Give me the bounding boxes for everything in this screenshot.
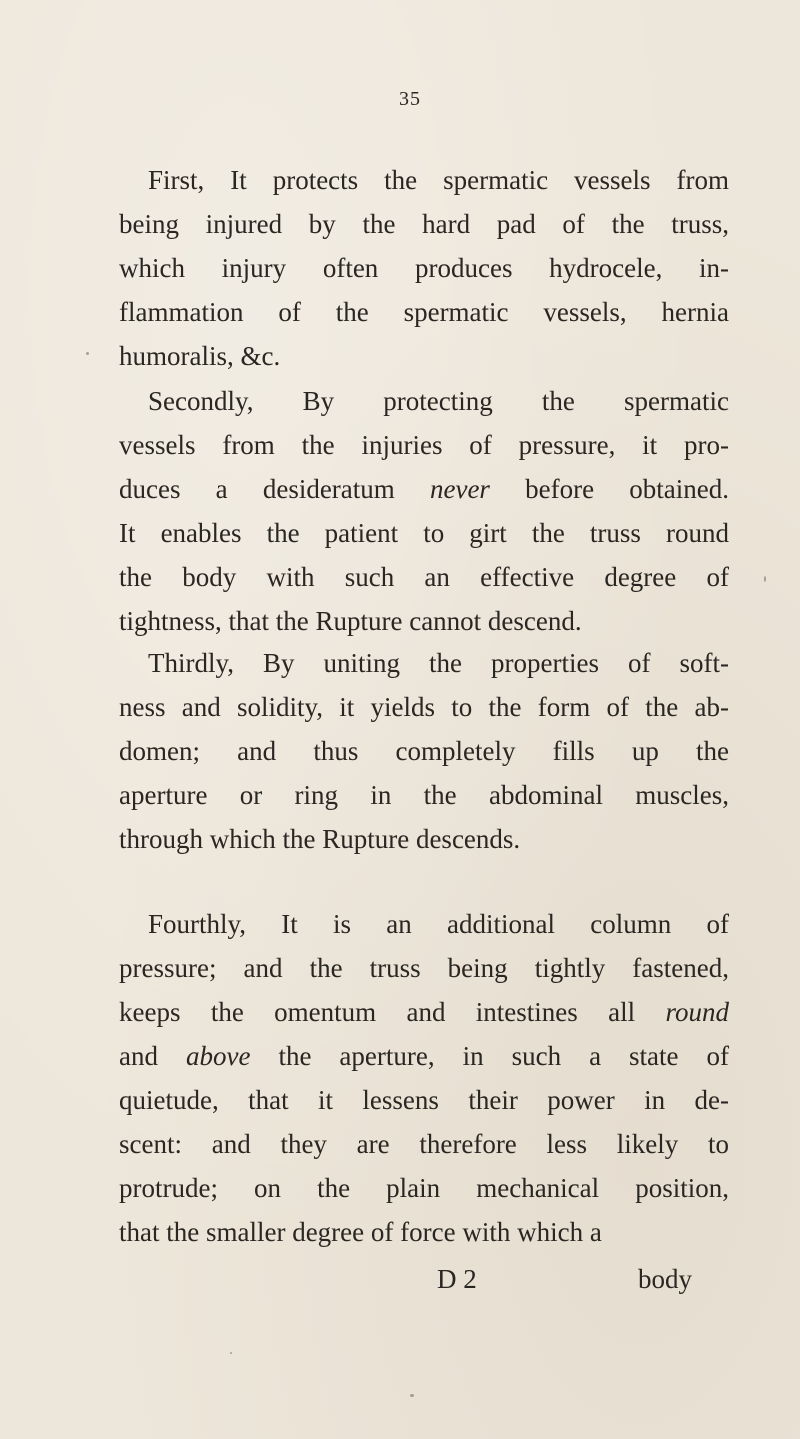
text-run: before obtained. <box>489 474 729 504</box>
text-run: keeps the omentum and intestines all <box>119 997 666 1027</box>
text-run: scent: and they are therefore less likely to <box>119 1129 729 1159</box>
text-line <box>119 555 729 599</box>
text-line <box>119 467 729 511</box>
text-line <box>119 1122 729 1166</box>
catchword: body <box>638 1264 692 1294</box>
text-line <box>119 1210 729 1254</box>
text-run: Secondly, By protecting the spermatic <box>148 386 729 416</box>
text-line <box>119 1166 729 1210</box>
text-run: the body with such an effective degree of <box>119 562 729 592</box>
italic-word: never <box>429 474 490 504</box>
text-line <box>119 1034 729 1078</box>
text-line <box>119 685 729 729</box>
text-line <box>119 817 729 861</box>
paragraph-secondly <box>119 379 729 643</box>
signature-mark: D 2 <box>437 1264 477 1294</box>
text-run: Fourthly, It is an additional column of <box>148 909 729 939</box>
text-line <box>119 990 729 1034</box>
text-line <box>119 334 729 378</box>
text-line <box>119 423 729 467</box>
text-run: pressure; and the truss being tightly fastened, <box>119 953 729 983</box>
text-run: duces a desideratum <box>119 474 430 504</box>
italic-word: round <box>665 997 729 1027</box>
text-run: domen; and thus completely fills up the <box>119 736 729 766</box>
text-run: being injured by the hard pad of the truss, <box>119 209 729 239</box>
text-line <box>119 902 729 946</box>
paragraph-fourthly <box>119 902 729 1254</box>
text-run: flammation of the spermatic vessels, hernia <box>119 297 729 327</box>
text-line <box>119 1078 729 1122</box>
text-run: ness and solidity, it yields to the form of the ab- <box>119 692 729 722</box>
text-run: protrude; on the plain mechanical position, <box>119 1173 729 1203</box>
text-run: quietude, that it lessens their power in de- <box>119 1085 729 1115</box>
paragraph-thirdly <box>119 641 729 861</box>
text-run: which injury often produces hydrocele, in- <box>119 253 729 283</box>
text-line <box>119 511 729 555</box>
text-run: vessels from the injuries of pressure, it pro- <box>119 430 729 460</box>
text-run: Thirdly, By uniting the properties of soft- <box>148 648 729 678</box>
text-run: that the smaller degree of force with which a <box>119 1217 602 1247</box>
text-run: and <box>119 1041 186 1071</box>
text-line <box>119 202 729 246</box>
text-line <box>119 379 729 423</box>
text-run: humoralis, &c. <box>119 341 281 371</box>
paper-speck <box>764 576 766 582</box>
paper-speck <box>86 352 89 355</box>
italic-word: above <box>185 1041 251 1071</box>
text-run: aperture or ring in the abdominal muscles, <box>119 780 729 810</box>
paper-speck <box>410 1394 414 1397</box>
text-run: tightness, that the Rupture cannot descend. <box>119 606 582 636</box>
text-line <box>119 246 729 290</box>
text-line <box>119 599 729 643</box>
text-run: First, It protects the spermatic vessels from <box>148 165 729 195</box>
text-run: the aperture, in such a state of <box>250 1041 730 1071</box>
text-run: It enables the patient to girt the truss round <box>119 518 729 548</box>
paragraph-first <box>119 158 729 378</box>
text-run: through which the Rupture descends. <box>119 824 521 854</box>
text-line <box>119 773 729 817</box>
text-line <box>119 641 729 685</box>
text-line <box>119 290 729 334</box>
paper-speck <box>230 1352 232 1354</box>
page-number: 35 <box>399 88 421 110</box>
text-line <box>119 729 729 773</box>
text-line <box>119 946 729 990</box>
text-line <box>119 158 729 202</box>
